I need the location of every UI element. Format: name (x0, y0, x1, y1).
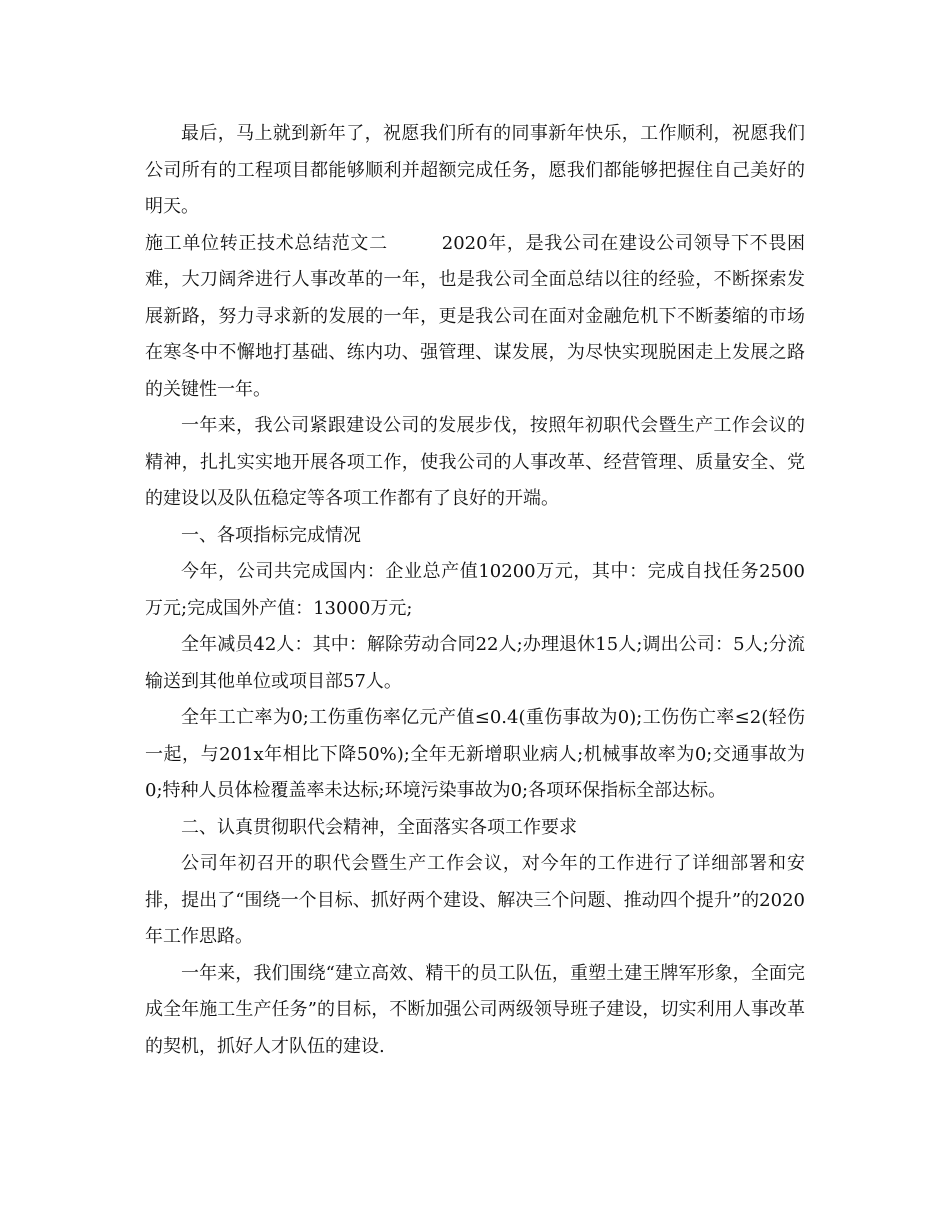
paragraph-team-building: 一年来，我们围绕“建立高效、精干的员工队伍，重塑土建王牌军形象，全面完成全年施工生产任务”的目标，不断加强公司两级领导班子建设，切实利用人事改革的契机，抓好人才队伍的建设. (145, 962, 805, 1057)
intro-text: 2020年，是我公司在建设公司领导下不畏困难，大刀阔斧进行人事改革的一年，也是我公司全面总结以往的经验，不断探索发展新路，努力寻求新的发展的一年，更是我公司在面对金融危机下不断萎缩的市场在寒冬中不懈地打基础、练内功、强管理、谋发展，为尽快实现脱困走上发展之路的关键性一年。 (145, 232, 805, 400)
paragraph-overview: 一年来，我公司紧跟建设公司的发展步伐，按照年初职代会暨生产工作会议的精神，扎扎实实地开展各项工作，使我公司的人事改革、经营管理、质量安全、党的建设以及队伍稳定等各项工作都有了良好的开端。 (145, 415, 805, 509)
document-page (145, 116, 805, 1065)
paragraph-title-and-intro (145, 226, 805, 409)
paragraph-work-plan: 公司年初召开的职代会暨生产工作会议，对今年的工作进行了详细部署和安排，提出了“围绕一个目标、抓好两个建设、解决三个问题、推动四个提升”的2020年工作思路。 (145, 853, 805, 947)
section-heading-indicators: 一、各项指标完成情况 (181, 524, 361, 546)
paragraph-safety-rates: 全年工亡率为0;工伤重伤率亿元产值≤0.4(重伤事故为0);工伤伤亡率≤2(轻伤一起，与201x年相比下降50%);全年无新增职业病人;机械事故率为0;交通事故为0;特种人员体检覆盖率未达标;环境污染事故为0;各项环保指标全部达标。 (145, 707, 805, 801)
paragraph-output-value: 今年，公司共完成国内：企业总产值10200万元，其中：完成自找任务2500万元;完成国外产值：13000万元; (145, 561, 805, 619)
paragraph-staff-reduction: 全年减员42人：其中：解除劳动合同22人;办理退休15人;调出公司：5人;分流输送到其他单位或项目部57人。 (145, 634, 805, 692)
section-heading-implementation: 二、认真贯彻职代会精神，全面落实各项工作要求 (181, 816, 577, 838)
document-title: 施工单位转正技术总结范文二 (145, 232, 388, 254)
paragraph-closing-wishes: 最后，马上就到新年了，祝愿我们所有的同事新年快乐，工作顺利，祝愿我们公司所有的工程项目都能够顺利并超额完成任务，愿我们都能够把握住自己美好的明天。 (145, 123, 805, 217)
